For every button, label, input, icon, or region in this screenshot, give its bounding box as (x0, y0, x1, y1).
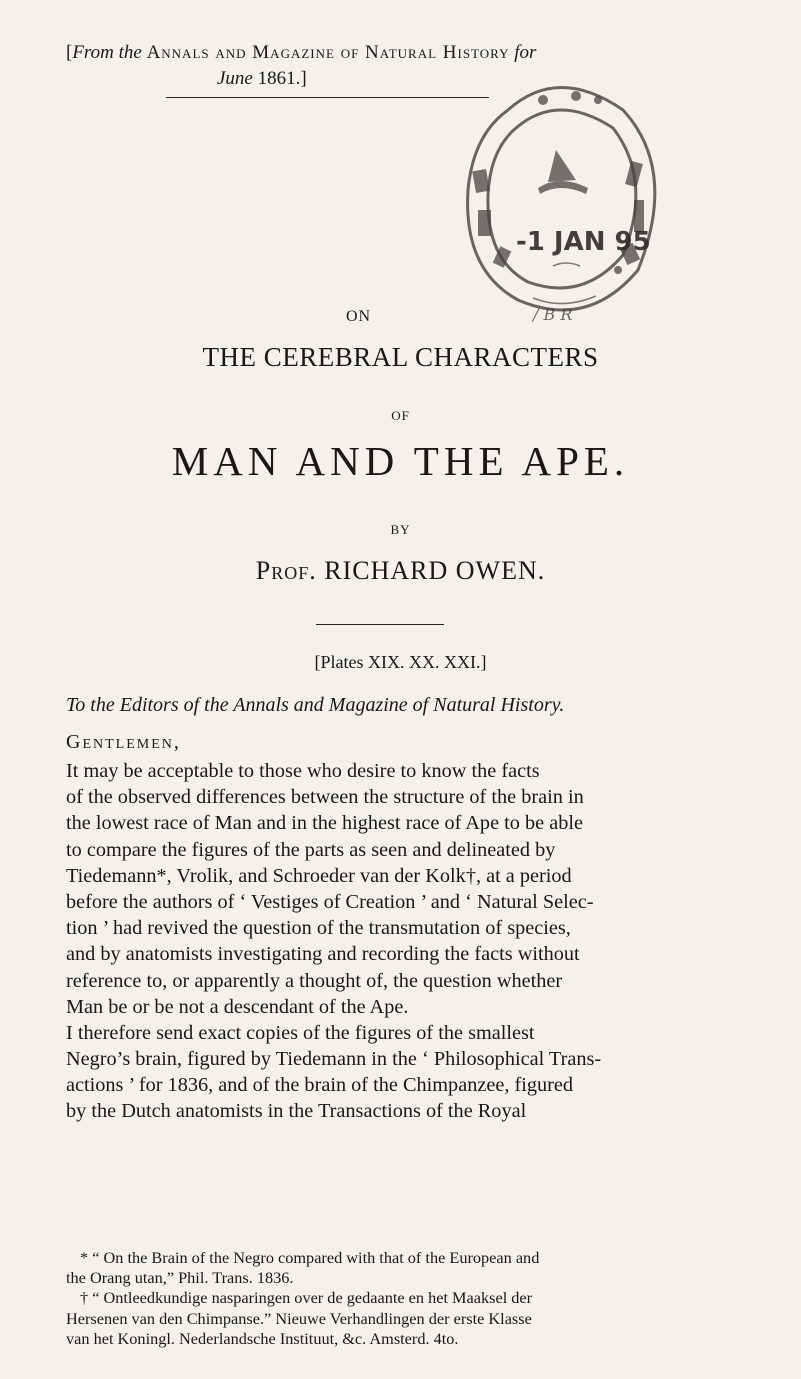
body-line: by the Dutch anatomists in the Transactions of the Royal (66, 1100, 527, 1123)
svg-text:/ B R: / B R (533, 305, 573, 324)
source-month: June (217, 68, 253, 89)
source-line-1: [From the Annals and Magazine of Natural History for (66, 42, 537, 63)
body-line: Man be or be not a descendant of the Ape. (66, 995, 409, 1018)
source-for: for (514, 42, 537, 63)
library-stamp (438, 70, 670, 360)
body-line: to compare the figures of the parts as seen and delineated by (66, 838, 556, 861)
title-line-1: THE CEREBRAL CHARACTERS (202, 342, 599, 372)
salutation: Gentlemen, (66, 731, 181, 753)
body-line: Tiedemann*, Vrolik, and Schroeder van der Kolk†, at a period (66, 864, 572, 887)
footnotes (66, 1248, 736, 1349)
author (0, 556, 801, 586)
body-line: reference to, or apparently a thought of, the question whether (66, 969, 563, 992)
body-line: tion ’ had revived the question of the transmutation of species, (66, 917, 571, 940)
footnote-line: Hersenen van den Chimpanse.” Nieuwe Verhandlingen der erste Klasse (66, 1308, 532, 1328)
body-line: of the observed differences between the structure of the brain in (66, 786, 584, 809)
source-from-the: From the (72, 42, 142, 63)
body-line: the lowest race of Man and in the highest race of Ape to be able (66, 812, 583, 835)
title-rule (316, 624, 444, 625)
body-line: and by anatomists investigating and recording the facts without (66, 943, 580, 966)
body-line: actions ’ for 1836, and of the brain of the Chimpanzee, figured (66, 1074, 574, 1097)
body-line: before the authors of ‘ Vestiges of Creation ’ and ‘ Natural Selec- (66, 890, 594, 913)
body-line: It may be acceptable to those who desire to know the facts (66, 760, 540, 782)
footnote-line: the Orang utan,” Phil. Trans. 1836. (66, 1268, 294, 1288)
title-line-2: MAN AND THE APE. (171, 438, 630, 484)
author-name: RICHARD OWEN. (324, 556, 546, 585)
footnote-line: † “ Ontleedkundige nasparingen over de gedaante en het Maaksel der (80, 1288, 533, 1308)
title-of: OF (391, 408, 410, 423)
footnote-line: * “ On the Brain of the Negro compared with that of the European and (80, 1248, 540, 1267)
body-line: I therefore send exact copies of the figures of the smallest (66, 1021, 535, 1044)
stamp-date: -1 JAN 95 (516, 227, 651, 257)
editors-address: To the Editors of the Annals and Magazine of Natural History. (66, 694, 565, 716)
title-on: ON (346, 308, 372, 325)
source-year: 1861.] (257, 68, 307, 89)
plates-reference: [Plates XIX. XX. XXI.] (314, 652, 487, 672)
footnote-line: van het Koningl. Nederlandsche Instituut, &c. Amsterd. 4to. (66, 1328, 459, 1348)
body-line: Negro’s brain, figured by Tiedemann in the ‘ Philosophical Trans- (66, 1048, 602, 1071)
journal-name: Annals and Magazine of Natural History (146, 42, 510, 63)
title-by: BY (390, 522, 411, 537)
author-prefix: Prof. (255, 556, 317, 585)
letter-body (66, 758, 734, 1125)
